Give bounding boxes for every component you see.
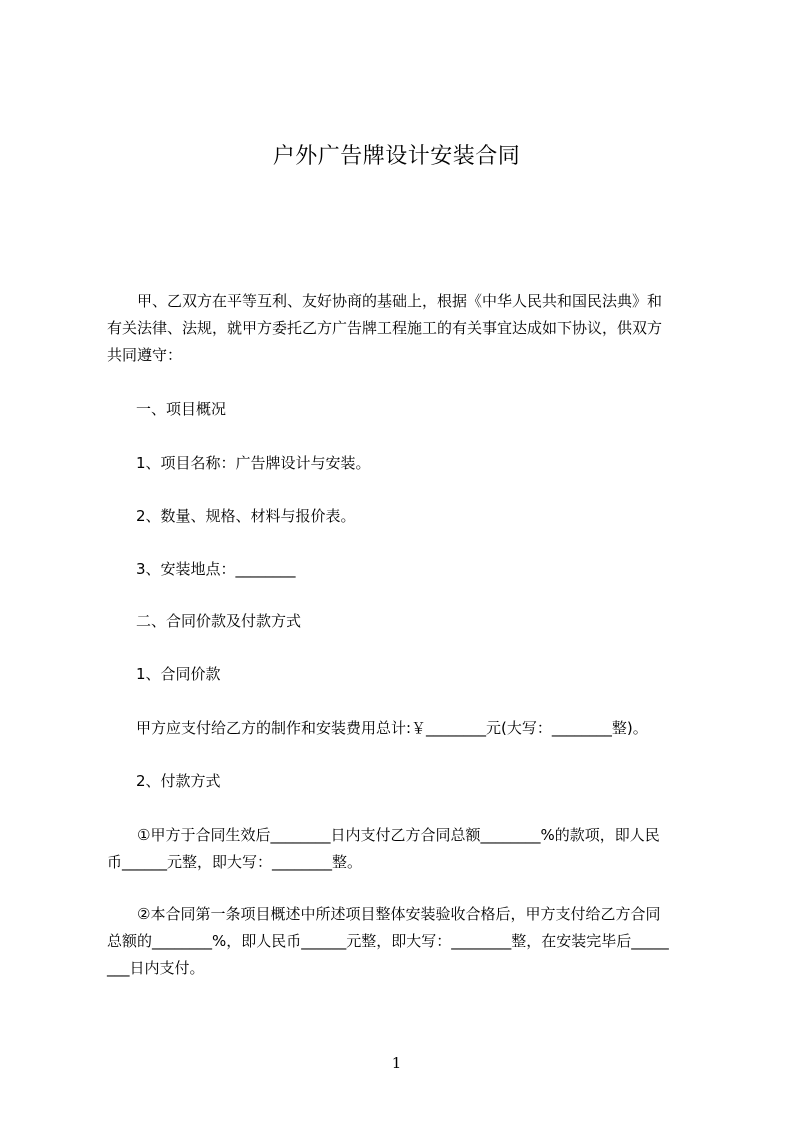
contract-title: 户外广告牌设计安装合同	[272, 144, 521, 169]
payment-clause-1	[107, 822, 701, 876]
section-1-heading: 一、项目概况	[136, 400, 227, 418]
preamble-line: 甲、乙双方在平等互利、友好协商的基础上，根据《中华人民共和国民法典》和	[137, 292, 663, 310]
payment-clause-line: ___日内支付。	[107, 959, 205, 977]
install-location-item: 3、安装地点：________	[136, 560, 296, 578]
project-name-item: 1、项目名称：广告牌设计与安装。	[136, 454, 371, 472]
section-2-heading: 二、合同价款及付款方式	[136, 612, 302, 630]
payment-clause-line: ①甲方于合同生效后________日内支付乙方合同总额________%的款项，即人民	[137, 826, 660, 844]
preamble-line: 共同遵守：	[107, 346, 183, 364]
contract-price-heading: 1、合同价款	[136, 665, 221, 683]
preamble-paragraph	[107, 288, 701, 369]
quantity-spec-item: 2、数量、规格、材料与报价表。	[136, 507, 356, 525]
payment-method-heading: 2、付款方式	[136, 772, 221, 790]
contract-price-text: 甲方应支付给乙方的制作和安装费用总计:￥________元(大写：________整)。	[136, 719, 648, 737]
preamble-line: 有关法律、法规，就甲方委托乙方广告牌工程施工的有关事宜达成如下协议，供双方	[107, 319, 663, 337]
payment-clause-line: 总额的________%，即人民币______元整，即大写：________整，在安装完毕后_____	[107, 932, 669, 950]
payment-clause-line: 币______元整，即大写：________整。	[107, 853, 363, 871]
page-number: 1	[391, 1054, 402, 1072]
payment-clause-2	[107, 901, 701, 982]
payment-clause-line: ②本合同第一条项目概述中所述项目整体安装验收合格后，甲方支付给乙方合同	[137, 905, 661, 923]
